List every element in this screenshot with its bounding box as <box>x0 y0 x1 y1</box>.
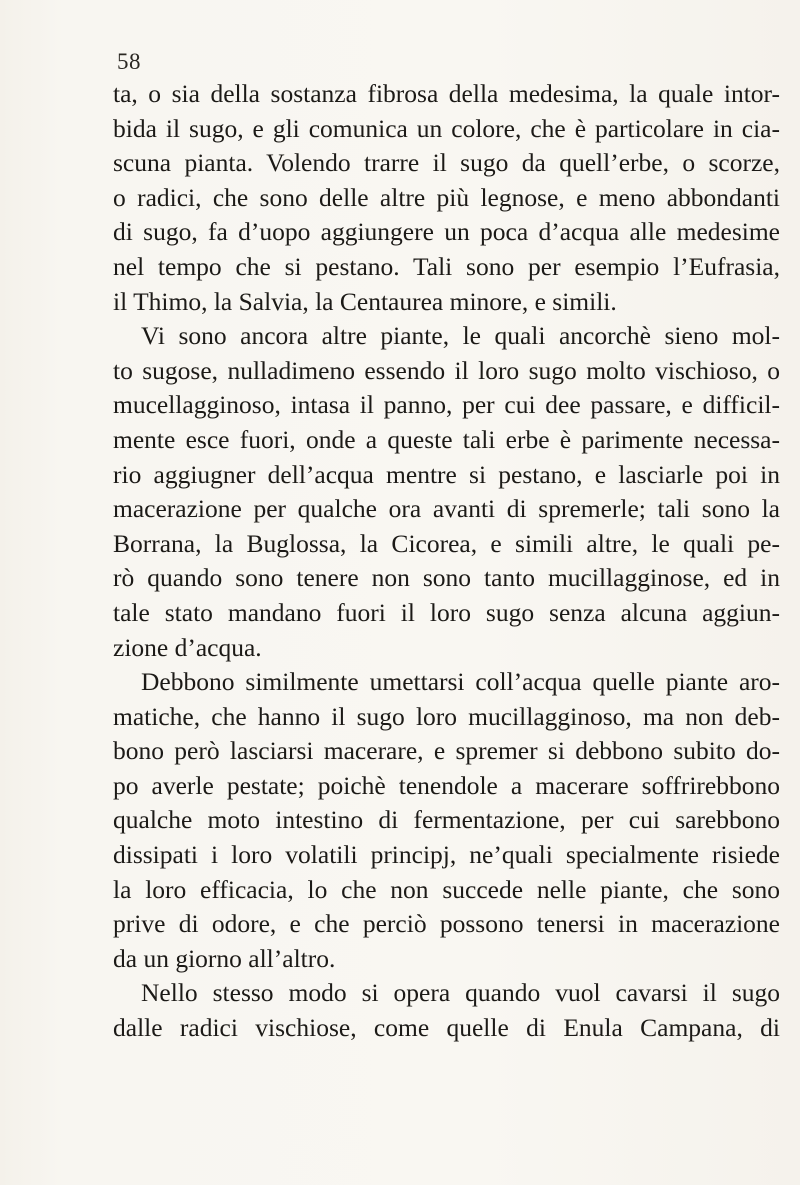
text-line: il Thimo, la Salvia, la Centaurea minore, e simili. <box>113 286 617 316</box>
text-line: Debbono similmente umettarsi coll’acqua quelle piante aro- <box>141 667 780 697</box>
text-line: macerazione per qualche ora avanti di spremerle; tali sono la <box>113 494 780 524</box>
text-line: tale stato mandano fuori il loro sugo senza alcuna aggiun- <box>113 597 780 627</box>
text-line: Nello stesso modo si opera quando vuol cavarsi il sugo <box>141 978 780 1008</box>
text-line: dalle radici vischiose, come quelle di Enula Campana, di <box>113 1013 780 1043</box>
text-line: Borrana, la Buglossa, la Cicorea, e simili altre, le quali pe- <box>113 528 780 558</box>
text-line: di sugo, fa d’uopo aggiungere un poca d’acqua alle medesime <box>113 217 780 247</box>
text-line: o radici, che sono delle altre più legnose, e meno abbondanti <box>113 182 780 212</box>
text-line: mucellagginoso, intasa il panno, per cui dee passare, e difficil- <box>113 390 780 420</box>
text-line: to sugose, nulladimeno essendo il loro sugo molto vischioso, o <box>113 355 780 385</box>
text-line: matiche, che hanno il sugo loro mucillagginoso, ma non deb- <box>113 701 780 731</box>
text-line: bono però lasciarsi macerare, e spremer si debbono subito do- <box>113 736 780 766</box>
text-line: Vi sono ancora altre piante, le quali ancorchè sieno mol- <box>141 321 780 351</box>
text-line: la loro efficacia, lo che non succede nelle piante, che sono <box>113 874 780 904</box>
page-number: 58 <box>117 49 141 74</box>
text-line: rio aggiugner dell’acqua mentre si pestano, e lasciarle poi in <box>113 459 780 489</box>
text-line: ta, o sia della sostanza fibrosa della medesima, la quale intor- <box>113 79 780 108</box>
text-line: rò quando sono tenere non sono tanto mucillagginose, ed in <box>113 563 780 593</box>
text-line: po averle pestate; poichè tenendole a macerare soffrirebbono <box>113 770 780 800</box>
text-line: dissipati i loro volatili principj, ne’quali specialmente risiede <box>113 840 780 870</box>
text-line: nel tempo che si pestano. Tali sono per esempio l’Eufrasia, <box>113 251 780 281</box>
text-line: da un giorno all’altro. <box>113 943 336 973</box>
text-line: qualche moto intestino di fermentazione, per cui sarebbono <box>113 805 780 835</box>
body-text <box>113 77 780 1046</box>
text-line: bida il sugo, e gli comunica un colore, che è particolare in cia- <box>113 113 780 143</box>
text-line: prive di odore, e che perciò possono tenersi in macerazione <box>113 909 780 939</box>
text-line: scuna pianta. Volendo trarre il sugo da quell’erbe, o scorze, <box>113 148 780 178</box>
text-line: mente esce fuori, onde a queste tali erbe è parimente necessa- <box>113 424 780 454</box>
text-line: zione d’acqua. <box>113 632 262 662</box>
